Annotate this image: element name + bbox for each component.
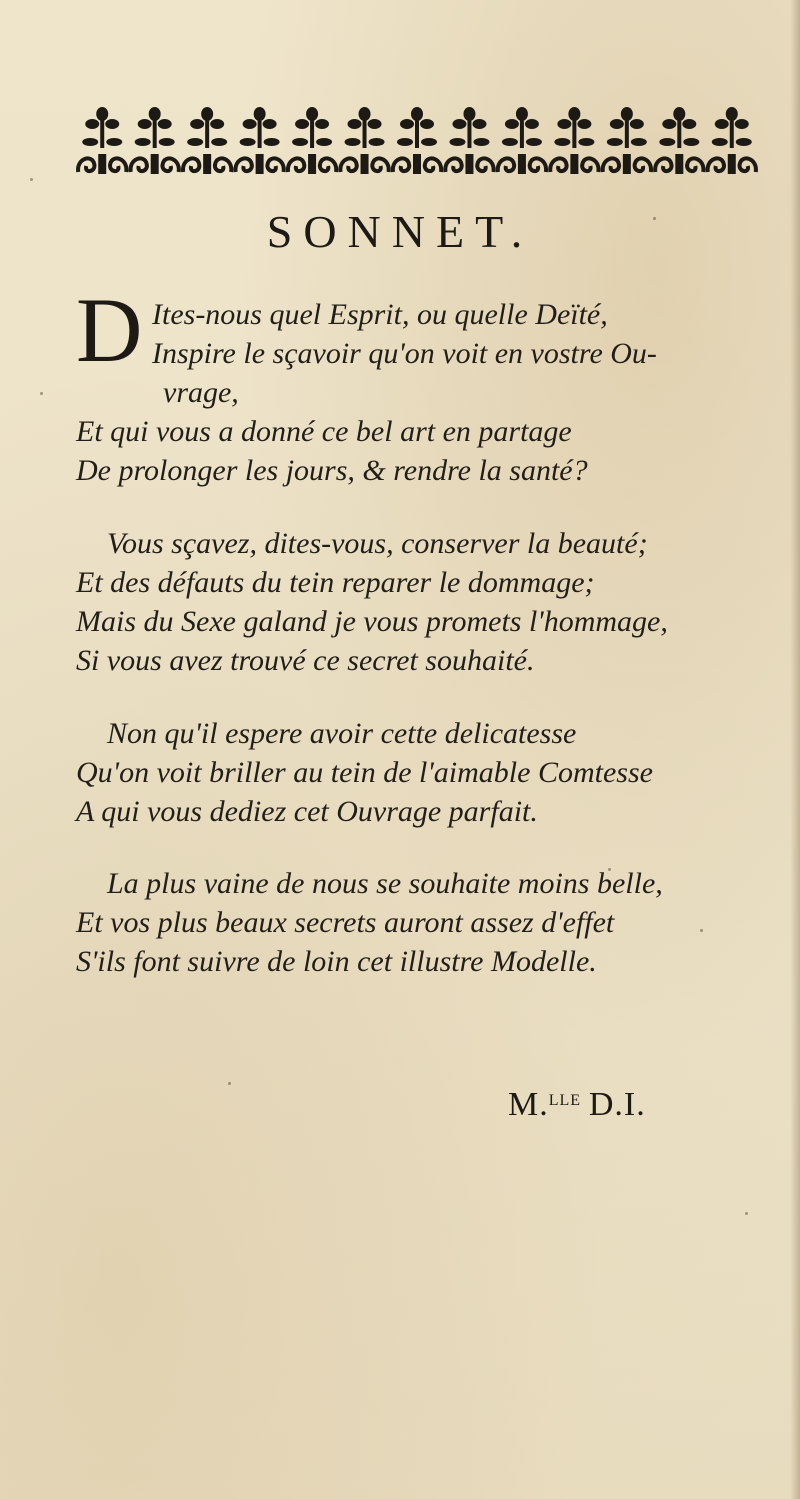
signature-main: M. — [508, 1086, 549, 1123]
verse-line: De prolonger les jours, & rendre la santé? — [76, 454, 588, 487]
verse-line: vrage, — [163, 376, 239, 409]
verse-line: Inspire le sçavoir qu'on voit en vostre Ou- — [152, 337, 657, 370]
signature-initials: D.I. — [588, 1086, 646, 1123]
verse-line: Si vous avez trouvé ce secret souhaité. — [76, 644, 535, 677]
verse-line: Ites-nous quel Esprit, ou quelle Deïté, — [152, 298, 608, 331]
verse-line: Mais du Sexe galand je vous promets l'hommage, — [76, 605, 668, 638]
signature-superscript: LLE — [548, 1092, 582, 1109]
signature — [508, 1086, 646, 1124]
verse-line: Et qui vous a donné ce bel art en partage — [76, 415, 572, 448]
verse-line: Non qu'il espere avoir cette delicatesse — [107, 717, 577, 750]
verse-line: Qu'on voit briller au tein de l'aimable Comtesse — [76, 756, 653, 789]
page-title: SONNET. — [266, 206, 534, 257]
verse-line: La plus vaine de nous se souhaite moins belle, — [107, 867, 663, 900]
verse-line: Et vos plus beaux secrets auront assez d'effet — [76, 906, 615, 939]
verse-line: A qui vous dediez cet Ouvrage parfait. — [76, 795, 538, 828]
drop-cap: D — [76, 279, 143, 381]
verse-line: Et des défauts du tein reparer le dommage; — [76, 566, 595, 599]
verse-line: Vous sçavez, dites-vous, conserver la beauté; — [107, 527, 648, 560]
verse-line: S'ils font suivre de loin cet illustre Modelle. — [76, 945, 597, 978]
